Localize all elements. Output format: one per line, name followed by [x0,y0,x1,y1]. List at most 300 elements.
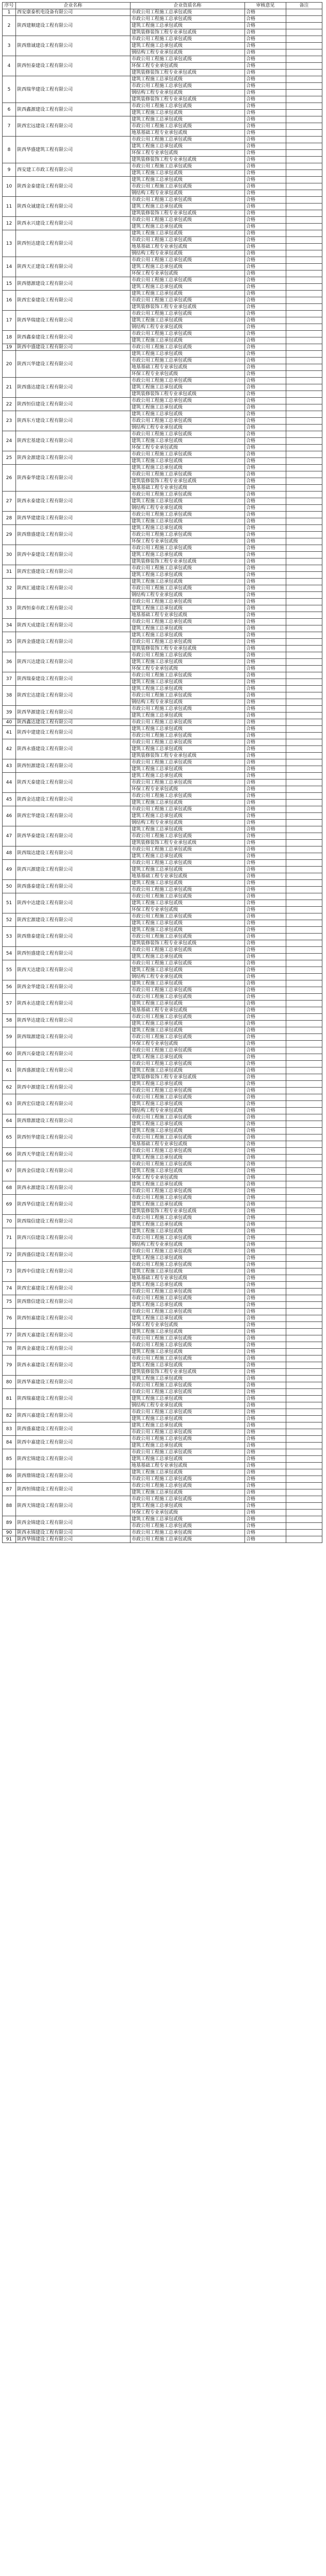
qualification-name: 建筑工程施工总承包贰级 [131,746,245,753]
review-result: 合格 [245,820,286,826]
qualification-name: 市政公用工程施工总承包贰级 [131,398,245,404]
review-result: 合格 [245,1295,286,1302]
table-row [3,599,322,605]
remark-cell [286,83,322,90]
remark-cell [286,1402,322,1409]
table-row [3,1248,322,1255]
qualification-name: 市政公用工程施工总承包贰级 [131,947,245,954]
remark-cell [286,1094,322,1101]
qualification-name: 市政公用工程施工总承包贰级 [131,806,245,813]
row-number: 84 [3,1436,16,1449]
remark-cell [286,384,322,391]
qualification-name: 市政公用工程施工总承包贰级 [131,846,245,853]
company-name: 陕西中达建设工程有限公司 [16,893,131,913]
review-result: 合格 [245,1275,286,1282]
remark-cell [286,1235,322,1242]
review-result: 合格 [245,1208,286,1215]
remark-cell [286,1342,322,1349]
table-row [3,525,322,532]
table-row [3,880,322,887]
row-number: 73 [3,1262,16,1282]
qualification-name: 建筑装修装饰工程专业承包贰级 [131,1074,245,1081]
review-result: 合格 [245,572,286,579]
qualification-name: 市政公用工程施工总承包贰级 [131,639,245,646]
table-row [3,719,322,726]
review-result: 合格 [245,1523,286,1530]
remark-cell [286,1161,322,1168]
qualification-name: 市政公用工程施工总承包贰级 [131,1389,245,1396]
qualification-name: 建筑工程施工总承包贰级 [131,1155,245,1161]
row-number: 11 [3,197,16,217]
table-row [3,1389,322,1396]
qualification-name: 建筑工程施工总承包贰级 [131,1469,245,1476]
remark-cell [286,217,322,224]
table-row [3,1295,322,1302]
review-result: 合格 [245,907,286,913]
company-name: 陕西华盛建筑工程有限公司 [16,137,131,163]
remark-cell [286,545,322,552]
remark-cell [286,398,322,404]
qualification-name: 建筑装修装饰工程专业承包贰级 [131,1208,245,1215]
remark-cell [286,190,322,197]
qualification-name: 建筑工程施工总承包贰级 [131,284,245,291]
company-name: 陕西华信建设工程有限公司 [16,1195,131,1215]
qualification-name: 建筑工程施工总承包贰级 [131,498,245,505]
remark-cell [286,873,322,880]
table-row [3,1114,322,1121]
row-number: 61 [3,1061,16,1081]
remark-cell [286,994,322,1001]
qualification-name: 市政公用工程施工总承包贰级 [131,471,245,478]
qualification-name: 建筑工程施工总承包贰级 [131,264,245,270]
qualification-name: 市政公用工程施工总承包贰级 [131,692,245,699]
review-result: 合格 [245,706,286,713]
qualification-name: 建筑工程施工总承包贰级 [131,686,245,692]
qualification-name: 市政公用工程施工总承包贰级 [131,103,245,110]
remark-cell [286,639,322,646]
remark-cell [286,498,322,505]
table-row [3,1282,322,1289]
review-result: 合格 [245,485,286,492]
table-row [3,277,322,284]
company-name: 陕西盛源建设工程有限公司 [16,1061,131,1081]
remark-cell [286,257,322,264]
review-result: 合格 [245,806,286,813]
review-result: 合格 [245,270,286,277]
qualification-name: 钢结构工程专业承包贰级 [131,90,245,96]
qualification-name: 钢结构工程专业承包贰级 [131,1402,245,1409]
table-row [3,1014,322,1021]
review-result: 合格 [245,853,286,860]
table-row [3,230,322,237]
remark-cell [286,358,322,364]
review-result: 合格 [245,157,286,163]
remark-cell [286,291,322,297]
row-number: 72 [3,1248,16,1262]
qualification-name: 市政公用工程施工总承包贰级 [131,1215,245,1222]
review-result: 合格 [245,840,286,846]
remark-cell [286,183,322,190]
qualification-name: 环保工程专业承包贰级 [131,270,245,277]
qualification-name: 市政公用工程施工总承包贰级 [131,532,245,538]
company-name: 陕西恒锦建设工程有限公司 [16,1483,131,1496]
qualification-name: 市政公用工程施工总承包贰级 [131,378,245,384]
qualification-name: 市政公用工程施工总承包贰级 [131,739,245,746]
qualification-name: 市政公用工程施工总承包贰级 [131,860,245,867]
review-result: 合格 [245,505,286,512]
remark-cell [286,485,322,492]
qualification-name: 钢结构工程专业承包贰级 [131,49,245,56]
table-row [3,1536,322,1543]
review-result: 合格 [245,1222,286,1228]
review-result: 合格 [245,1342,286,1349]
remark-cell [286,565,322,572]
qualification-name: 环保工程专业承包贰级 [131,907,245,913]
table-row [3,565,322,572]
review-result: 合格 [245,277,286,284]
table-row [3,76,322,83]
review-result: 合格 [245,451,286,458]
qualification-name: 建筑工程施工总承包贰级 [131,76,245,83]
qualification-name: 市政公用工程施工总承包贰级 [131,1134,245,1141]
company-name: 陕西鑫达建设工程有限公司 [16,719,131,726]
table-row [3,56,322,63]
remark-cell [286,1081,322,1088]
qualification-name: 市政公用工程施工总承包贰级 [131,706,245,713]
review-result: 合格 [245,398,286,404]
remark-cell [286,1121,322,1128]
review-result: 合格 [245,123,286,130]
review-result: 合格 [245,1476,286,1483]
qualification-name: 建筑装修装饰工程专业承包贰级 [131,940,245,947]
qualification-name: 市政公用工程施工总承包贰级 [131,759,245,766]
remark-cell [286,518,322,525]
row-number: 21 [3,378,16,398]
review-result: 合格 [245,947,286,954]
company-name: 陕西盛泰建设工程有限公司 [16,880,131,893]
remark-cell [286,846,322,853]
table-row [3,980,322,987]
review-result: 合格 [245,23,286,29]
row-number: 71 [3,1228,16,1248]
remark-cell [286,391,322,398]
table-row [3,545,322,552]
review-result: 合格 [245,746,286,753]
remark-cell [286,1429,322,1436]
review-result: 合格 [245,458,286,465]
remark-cell [286,1510,322,1516]
row-number: 27 [3,492,16,512]
qualification-name: 建筑工程施工总承包贰级 [131,867,245,873]
row-number: 75 [3,1295,16,1309]
remark-cell [286,1114,322,1121]
qualification-name: 钢结构工程专业承包贰级 [131,592,245,599]
remark-cell [286,478,322,485]
remark-cell [286,625,322,632]
review-result: 合格 [245,1349,286,1355]
company-name: 陕西宏达建设工程有限公司 [16,686,131,706]
company-name: 陕西瑞华建设工程有限公司 [16,76,131,103]
qualification-name: 市政公用工程施工总承包贰级 [131,1483,245,1489]
company-name: 陕西华泰建设工程有限公司 [16,826,131,846]
table-row [3,103,322,110]
table-row [3,1355,322,1362]
remark-cell [286,337,322,344]
row-number: 43 [3,759,16,773]
review-result: 合格 [245,1027,286,1034]
qualification-name: 市政公用工程施工总承包贰级 [131,1047,245,1054]
remark-cell [286,867,322,873]
review-result: 合格 [245,143,286,150]
remark-cell [286,679,322,686]
remark-cell [286,893,322,900]
qualification-name: 市政公用工程施工总承包贰级 [131,1429,245,1436]
review-result: 合格 [245,545,286,552]
qualification-name: 钢结构工程专业承包贰级 [131,1108,245,1114]
remark-cell [286,170,322,177]
review-result: 合格 [245,1483,286,1489]
company-name: 陕西金达建设工程有限公司 [16,793,131,806]
table-row [3,960,322,967]
company-name: 陕西恒泰建设工程有限公司 [16,56,131,76]
review-result: 合格 [245,1289,286,1295]
review-result: 合格 [245,76,286,83]
header-qualification: 企业资质名称 [131,3,245,9]
review-result: 合格 [245,418,286,425]
remark-cell [286,1436,322,1443]
qualification-name: 建筑工程施工总承包贰级 [131,1489,245,1496]
row-number: 57 [3,994,16,1014]
review-result: 合格 [245,391,286,398]
review-result: 合格 [245,1496,286,1503]
company-name: 陕西兴华建设工程有限公司 [16,351,131,378]
remark-cell [286,1443,322,1449]
remark-cell [286,1376,322,1382]
qualification-name: 建筑工程施工总承包贰级 [131,1503,245,1510]
review-result: 合格 [245,679,286,686]
review-result: 合格 [245,699,286,706]
company-name: 陕西金源建设工程有限公司 [16,451,131,465]
qualification-name: 市政公用工程施工总承包贰级 [131,512,245,518]
remark-cell [286,1389,322,1396]
qualification-name: 市政公用工程施工总承包贰级 [131,1235,245,1242]
review-result: 合格 [245,733,286,739]
review-result: 合格 [245,110,286,116]
company-name: 陕西瑞达建设工程有限公司 [16,846,131,860]
qualification-name: 建筑工程施工总承包贰级 [131,170,245,177]
row-number: 7 [3,116,16,137]
qualification-name: 市政公用工程施工总承包贰级 [131,1148,245,1155]
review-result: 合格 [245,719,286,726]
review-result: 合格 [245,1007,286,1014]
qualification-name: 环保工程专业承包贰级 [131,371,245,378]
remark-cell [286,947,322,954]
remark-cell [286,163,322,170]
qualification-name: 建筑工程施工总承包贰级 [131,291,245,297]
review-result: 合格 [245,183,286,190]
table-row [3,1094,322,1101]
remark-cell [286,250,322,257]
company-name: 陕西鑫泰建设工程有限公司 [16,331,131,344]
qualification-name: 建筑工程施工总承包贰级 [131,552,245,558]
review-result: 合格 [245,217,286,224]
table-body [3,9,322,1543]
qualification-name: 建筑装修装饰工程专业承包贰级 [131,210,245,217]
remark-cell [286,43,322,49]
review-result: 合格 [245,753,286,759]
qualification-name: 建筑工程施工总承包贰级 [131,1416,245,1422]
row-number: 67 [3,1161,16,1181]
remark-cell [286,1034,322,1041]
remark-cell [286,525,322,532]
row-number: 87 [3,1483,16,1496]
row-number: 79 [3,1355,16,1376]
remark-cell [286,1489,322,1496]
row-number: 32 [3,579,16,599]
qualification-name: 建筑工程施工总承包贰级 [131,224,245,230]
review-result: 合格 [245,1268,286,1275]
review-result: 合格 [245,726,286,733]
table-row [3,512,322,518]
table-row [3,1128,322,1134]
review-result: 合格 [245,672,286,679]
remark-cell [286,1228,322,1235]
table-row [3,1422,322,1429]
row-number: 54 [3,947,16,960]
row-number: 28 [3,512,16,525]
remark-cell [286,766,322,773]
remark-cell [286,49,322,56]
row-number: 26 [3,465,16,492]
review-result: 合格 [245,1161,286,1168]
row-number: 23 [3,411,16,431]
review-result: 合格 [245,445,286,451]
review-result: 合格 [245,759,286,766]
row-number: 36 [3,652,16,672]
row-number: 88 [3,1496,16,1516]
review-result: 合格 [245,1322,286,1329]
qualification-name: 建筑工程施工总承包贰级 [131,813,245,820]
qualification-name: 市政公用工程施工总承包贰级 [131,1309,245,1315]
row-number: 40 [3,719,16,726]
review-result: 合格 [245,579,286,585]
review-result: 合格 [245,1041,286,1047]
remark-cell [286,786,322,793]
company-name: 陕西金信建设工程有限公司 [16,1161,131,1181]
review-result: 合格 [245,177,286,183]
table-row [3,1047,322,1054]
qualification-name: 地基基础工程专业承包贰级 [131,1275,245,1282]
company-name: 陕西永达建设工程有限公司 [16,994,131,1014]
remark-cell [286,224,322,230]
qualification-name: 市政公用工程施工总承包贰级 [131,585,245,592]
company-name: 陕西宏华建设工程有限公司 [16,806,131,826]
qualification-name: 建筑工程施工总承包贰级 [131,766,245,773]
qualification-name: 市政公用工程施工总承包贰级 [131,672,245,679]
remark-cell [286,284,322,291]
review-result: 合格 [245,512,286,518]
remark-cell [286,592,322,599]
review-result: 合格 [245,204,286,210]
row-number: 52 [3,913,16,927]
table-row [3,1228,322,1235]
review-result: 合格 [245,1422,286,1429]
review-result: 合格 [245,873,286,880]
qualification-name: 建筑工程施工总承包贰级 [131,1268,245,1275]
remark-cell [286,210,322,217]
row-number: 34 [3,619,16,632]
qualification-name: 建筑工程施工总承包贰级 [131,605,245,612]
review-result: 合格 [245,1402,286,1409]
table-row [3,579,322,585]
remark-cell [286,900,322,907]
qualification-name: 钢结构工程专业承包贰级 [131,820,245,826]
remark-cell [286,1168,322,1175]
review-result: 合格 [245,1416,286,1422]
row-number: 70 [3,1215,16,1228]
review-result: 合格 [245,438,286,445]
table-row [3,686,322,692]
review-result: 合格 [245,1463,286,1469]
review-result: 合格 [245,1155,286,1161]
remark-cell [286,987,322,994]
qualification-name: 钢结构工程专业承包贰级 [131,324,245,331]
remark-cell [286,1061,322,1067]
company-name: 陕西天泰建设工程有限公司 [16,773,131,793]
row-number: 82 [3,1409,16,1422]
remark-cell [286,471,322,478]
company-name: 陕西宏泰建设工程有限公司 [16,291,131,311]
qualification-name: 市政公用工程施工总承包贰级 [131,719,245,726]
qualification-name: 市政公用工程施工总承包贰级 [131,1476,245,1483]
qualification-name: 市政公用工程施工总承包贰级 [131,1530,245,1536]
qualification-name: 市政公用工程施工总承包贰级 [131,1061,245,1067]
table-row [3,1309,322,1315]
table-row [3,177,322,183]
remark-cell [286,532,322,538]
review-result: 合格 [245,826,286,833]
header-no: 序号 [3,3,16,9]
review-result: 合格 [245,1215,286,1222]
review-result: 合格 [245,1436,286,1443]
review-result: 合格 [245,538,286,545]
review-result: 合格 [245,471,286,478]
qualification-name: 市政公用工程施工总承包贰级 [131,1262,245,1268]
remark-cell [286,652,322,659]
review-result: 合格 [245,197,286,204]
qualification-name: 市政公用工程施工总承包贰级 [131,431,245,438]
review-result: 合格 [245,1114,286,1121]
qualification-name: 建筑工程施工总承包贰级 [131,632,245,639]
review-result: 合格 [245,56,286,63]
review-result: 合格 [245,1094,286,1101]
qualification-name: 建筑工程施工总承包贰级 [131,43,245,49]
review-result: 合格 [245,605,286,612]
qualification-name: 钢结构工程专业承包贰级 [131,250,245,257]
qualification-name: 市政公用工程施工总承包贰级 [131,418,245,425]
row-number: 38 [3,686,16,706]
remark-cell [286,1181,322,1188]
qualification-name: 建筑工程施工总承包贰级 [131,110,245,116]
company-name: 陕西兴达建设工程有限公司 [16,652,131,672]
qualification-name: 建筑工程施工总承包贰级 [131,1121,245,1128]
row-number: 64 [3,1114,16,1128]
qualification-name: 建筑装修装饰工程专业承包贰级 [131,1369,245,1376]
remark-cell [286,619,322,625]
company-name: 陕西天达建设工程有限公司 [16,960,131,980]
remark-cell [286,826,322,833]
remark-cell [286,538,322,545]
